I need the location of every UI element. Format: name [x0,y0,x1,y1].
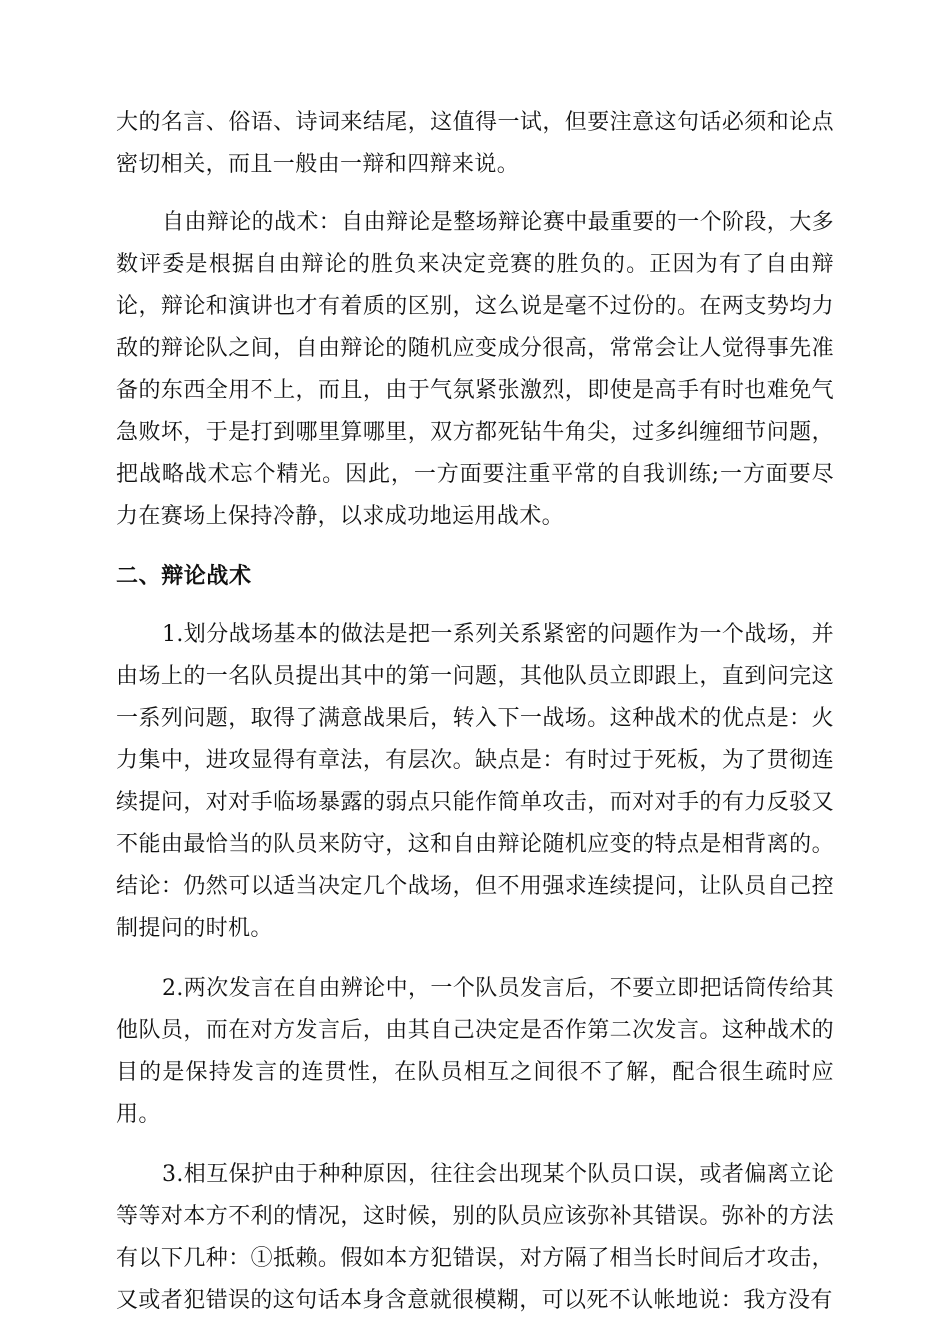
paragraph-free-debate-tactics: 自由辩论的战术：自由辩论是整场辩论赛中最重要的一个阶段，大多数评委是根据自由辩论的胜负来决定竞赛的胜负的。正因为有了自由辩论，辩论和演讲也才有着质的区别，这么说是毫不过份的。在两支势均力敌的辩论队之间，自由辩论的随机应变成分很高，常常会让人觉得事先准备的东西全用不上，而且，由于气氛紧张激烈，即使是高手有时也难免气急败坏，于是打到哪里算哪里，双方都死钻牛角尖，过多纠缠细节问题，把战略战术忘个精光。因此，一方面要注重平常的自我训练;一方面要尽力在赛场上保持冷静，以求成功地运用战术。 [116,210,835,529]
paragraph-two-speeches: 2.两次发言在自由辨论中，一个队员发言后，不要立即把话筒传给其他队员，而在对方发言后，由其自己决定是否作第二次发言。这种战术的目的是保持发言的连贯性，在队员相互之间很不了解，配合很生疏时应用。 [116,976,834,1127]
paragraph-mutual-protection: 3.相互保护由于种种原因，往往会出现某个队员口误，或者偏离立论等等对本方不利的情况，这时候，别的队员应该弥补其错误。弥补的方法有以下几种：①抵赖。假如本方犯错误，对方隔了相当长时间后才攻击，又或者犯错误的这句话本身含意就很模糊，可以死不认帐地说：我方没有 [116,1162,834,1313]
paragraph-divide-battlefield: 1.划分战场基本的做法是把一系列关系紧密的问题作为一个战场，并由场上的一名队员提出其中的第一问题，其他队员立即跟上，直到问完这一系列问题，取得了满意战果后，转入下一战场。这种战术的优点是：火力集中，进攻显得有章法，有层次。缺点是：有时过于死板，为了贯彻连续提问，对对手临场暴露的弱点只能作简单攻击，而对对手的有力反驳又不能由最恰当的队员来防守，这和自由辩论随机应变的特点是相背离的。结论：仍然可以适当决定几个战场，但不用强求连续提问，让队员自己控制提问的时机。 [116,622,834,941]
section-heading: 二、辩论战术 [116,564,252,589]
document-body [116,102,834,1322]
paragraph-continuation: 大的名言、俗语、诗词来结尾，这值得一试，但要注意这句话必须和论点密切相关，而且一般由一辩和四辩来说。 [116,110,834,177]
